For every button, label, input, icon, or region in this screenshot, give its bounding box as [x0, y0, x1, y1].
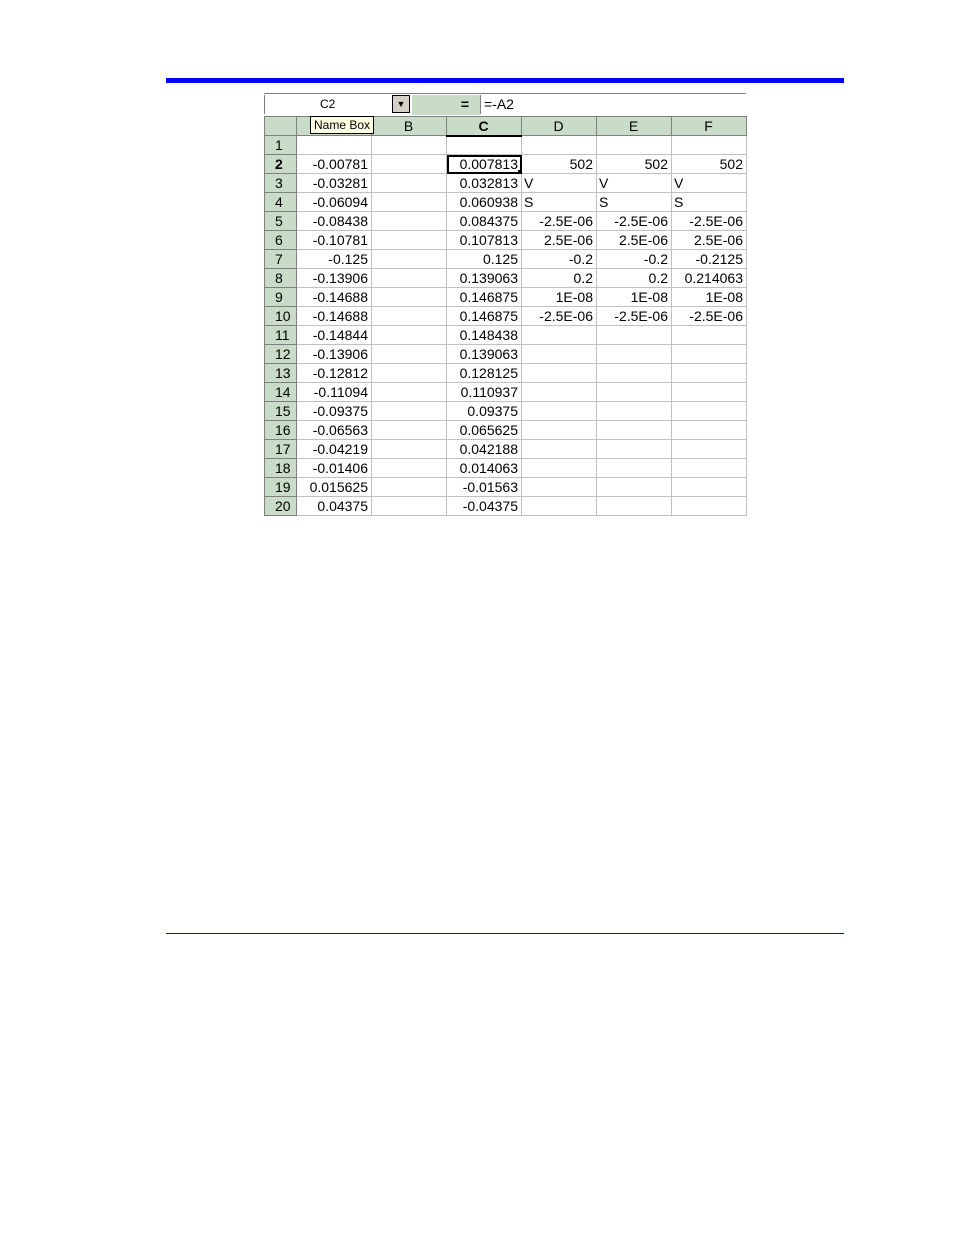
name-box[interactable]: C2: [264, 95, 392, 114]
table-row: [265, 402, 747, 421]
cell-f19[interactable]: [672, 478, 747, 497]
cell-b10[interactable]: [372, 307, 447, 326]
cell-b1[interactable]: [372, 136, 447, 155]
cell-a10[interactable]: -0.14688: [297, 307, 372, 326]
row-header[interactable]: 16: [265, 421, 297, 440]
row-header[interactable]: 10: [265, 307, 297, 326]
cell-e14[interactable]: [597, 383, 672, 402]
cell-a4[interactable]: -0.06094: [297, 193, 372, 212]
cell-a9[interactable]: -0.14688: [297, 288, 372, 307]
cell-b15[interactable]: [372, 402, 447, 421]
table-row: [265, 421, 747, 440]
cell-d8[interactable]: 0.2: [522, 269, 597, 288]
row-header[interactable]: 8: [265, 269, 297, 288]
formula-input[interactable]: =-A2: [480, 95, 746, 114]
cell-b16[interactable]: [372, 421, 447, 440]
cell-d15[interactable]: [522, 402, 597, 421]
table-row: [265, 383, 747, 402]
cell-c6[interactable]: 0.107813: [447, 231, 522, 250]
row-header[interactable]: 5: [265, 212, 297, 231]
cell-e12[interactable]: [597, 345, 672, 364]
cell-b3[interactable]: [372, 174, 447, 193]
cell-d16[interactable]: [522, 421, 597, 440]
cell-b4[interactable]: [372, 193, 447, 212]
cell-c11[interactable]: 0.148438: [447, 326, 522, 345]
cell-grid: [264, 116, 747, 516]
cell-a14[interactable]: -0.11094: [297, 383, 372, 402]
table-row: [265, 326, 747, 345]
cell-e2[interactable]: 502: [597, 155, 672, 174]
cell-d14[interactable]: [522, 383, 597, 402]
cell-f4[interactable]: S: [672, 193, 747, 212]
cell-d5[interactable]: -2.5E-06: [522, 212, 597, 231]
row-header[interactable]: 12: [265, 345, 297, 364]
row-header[interactable]: 3: [265, 174, 297, 193]
cell-d1[interactable]: [522, 136, 597, 155]
cell-a16[interactable]: -0.06563: [297, 421, 372, 440]
cell-c4[interactable]: 0.060938: [447, 193, 522, 212]
cell-f20[interactable]: [672, 497, 747, 516]
cell-a19[interactable]: 0.015625: [297, 478, 372, 497]
cell-c1[interactable]: [447, 136, 522, 155]
cell-c8[interactable]: 0.139063: [447, 269, 522, 288]
dropdown-arrow-icon[interactable]: ▼: [392, 95, 410, 113]
cell-a15[interactable]: -0.09375: [297, 402, 372, 421]
cell-f11[interactable]: [672, 326, 747, 345]
cell-c7[interactable]: 0.125: [447, 250, 522, 269]
cell-d11[interactable]: [522, 326, 597, 345]
cell-a11[interactable]: -0.14844: [297, 326, 372, 345]
cell-a5[interactable]: -0.08438: [297, 212, 372, 231]
cell-b8[interactable]: [372, 269, 447, 288]
cell-c10[interactable]: 0.146875: [447, 307, 522, 326]
cell-d17[interactable]: [522, 440, 597, 459]
cell-d12[interactable]: [522, 345, 597, 364]
table-row: [265, 364, 747, 383]
cell-d2[interactable]: 502: [522, 155, 597, 174]
cell-b11[interactable]: [372, 326, 447, 345]
table-row: [265, 193, 747, 212]
cell-b9[interactable]: [372, 288, 447, 307]
cell-e6[interactable]: 2.5E-06: [597, 231, 672, 250]
cell-e13[interactable]: [597, 364, 672, 383]
table-row: [265, 155, 747, 174]
cell-f3[interactable]: V: [672, 174, 747, 193]
cell-f17[interactable]: [672, 440, 747, 459]
cell-f18[interactable]: [672, 459, 747, 478]
row-header[interactable]: 6: [265, 231, 297, 250]
cell-d20[interactable]: [522, 497, 597, 516]
cell-e15[interactable]: [597, 402, 672, 421]
cell-a13[interactable]: -0.12812: [297, 364, 372, 383]
cell-b18[interactable]: [372, 459, 447, 478]
row-header[interactable]: 14: [265, 383, 297, 402]
table-row: [265, 250, 747, 269]
table-row: [265, 231, 747, 250]
table-row: [265, 440, 747, 459]
cell-e9[interactable]: 1E-08: [597, 288, 672, 307]
cell-e5[interactable]: -2.5E-06: [597, 212, 672, 231]
cell-b12[interactable]: [372, 345, 447, 364]
cell-d19[interactable]: [522, 478, 597, 497]
cell-b13[interactable]: [372, 364, 447, 383]
cell-a17[interactable]: -0.04219: [297, 440, 372, 459]
cell-c12[interactable]: 0.139063: [447, 345, 522, 364]
column-header-d[interactable]: D: [522, 117, 597, 136]
cell-f6[interactable]: 2.5E-06: [672, 231, 747, 250]
table-row: [265, 269, 747, 288]
cell-c14[interactable]: 0.110937: [447, 383, 522, 402]
cell-d7[interactable]: -0.2: [522, 250, 597, 269]
cell-a12[interactable]: -0.13906: [297, 345, 372, 364]
cell-c5[interactable]: 0.084375: [447, 212, 522, 231]
row-header[interactable]: 17: [265, 440, 297, 459]
table-row: [265, 307, 747, 326]
cell-e8[interactable]: 0.2: [597, 269, 672, 288]
cell-d6[interactable]: 2.5E-06: [522, 231, 597, 250]
row-header[interactable]: 2: [265, 155, 297, 174]
table-row: [265, 174, 747, 193]
cell-b7[interactable]: [372, 250, 447, 269]
cell-d4[interactable]: S: [522, 193, 597, 212]
cell-e19[interactable]: [597, 478, 672, 497]
table-row: [265, 459, 747, 478]
table-row: [265, 497, 747, 516]
cell-e1[interactable]: [597, 136, 672, 155]
cell-f15[interactable]: [672, 402, 747, 421]
cell-c13[interactable]: 0.128125: [447, 364, 522, 383]
formula-bar: [264, 93, 746, 132]
cell-d13[interactable]: [522, 364, 597, 383]
selected-cell[interactable]: 0.007813: [447, 155, 522, 174]
cell-c18[interactable]: 0.014063: [447, 459, 522, 478]
cell-f1[interactable]: [672, 136, 747, 155]
cell-b2[interactable]: [372, 155, 447, 174]
cell-f9[interactable]: 1E-08: [672, 288, 747, 307]
cell-b6[interactable]: [372, 231, 447, 250]
table-row: [265, 288, 747, 307]
table-row: [265, 212, 747, 231]
cell-a8[interactable]: -0.13906: [297, 269, 372, 288]
cell-e16[interactable]: [597, 421, 672, 440]
cell-a7[interactable]: -0.125: [297, 250, 372, 269]
select-all-corner[interactable]: [265, 117, 297, 136]
cell-c19[interactable]: -0.01563: [447, 478, 522, 497]
cell-d9[interactable]: 1E-08: [522, 288, 597, 307]
cell-e17[interactable]: [597, 440, 672, 459]
cell-a18[interactable]: -0.01406: [297, 459, 372, 478]
cell-f5[interactable]: -2.5E-06: [672, 212, 747, 231]
cell-e20[interactable]: [597, 497, 672, 516]
cell-f14[interactable]: [672, 383, 747, 402]
row-header[interactable]: 18: [265, 459, 297, 478]
cell-f7[interactable]: -0.2125: [672, 250, 747, 269]
cell-f13[interactable]: [672, 364, 747, 383]
cell-c20[interactable]: -0.04375: [447, 497, 522, 516]
cell-e7[interactable]: -0.2: [597, 250, 672, 269]
table-row: [265, 345, 747, 364]
bottom-rule: [166, 933, 844, 934]
cell-a1[interactable]: [297, 136, 372, 155]
column-header-c[interactable]: C: [447, 117, 522, 136]
cell-e10[interactable]: -2.5E-06: [597, 307, 672, 326]
row-header[interactable]: 13: [265, 364, 297, 383]
table-row: [265, 478, 747, 497]
row-header[interactable]: 9: [265, 288, 297, 307]
cell-b14[interactable]: [372, 383, 447, 402]
column-header-f[interactable]: F: [672, 117, 747, 136]
cell-e3[interactable]: V: [597, 174, 672, 193]
cell-d18[interactable]: [522, 459, 597, 478]
column-header-e[interactable]: E: [597, 117, 672, 136]
row-header[interactable]: 15: [265, 402, 297, 421]
cell-d3[interactable]: V: [522, 174, 597, 193]
cell-f2[interactable]: 502: [672, 155, 747, 174]
cell-f10[interactable]: -2.5E-06: [672, 307, 747, 326]
cell-a2[interactable]: -0.00781: [297, 155, 372, 174]
spreadsheet: [264, 93, 746, 516]
cell-c15[interactable]: 0.09375: [447, 402, 522, 421]
cell-a3[interactable]: -0.03281: [297, 174, 372, 193]
cell-d10[interactable]: -2.5E-06: [522, 307, 597, 326]
cell-c16[interactable]: 0.065625: [447, 421, 522, 440]
cell-f12[interactable]: [672, 345, 747, 364]
cell-c9[interactable]: 0.146875: [447, 288, 522, 307]
cell-b19[interactable]: [372, 478, 447, 497]
top-rule: [166, 78, 844, 83]
cell-f8[interactable]: 0.214063: [672, 269, 747, 288]
cell-a20[interactable]: 0.04375: [297, 497, 372, 516]
row-header[interactable]: 11: [265, 326, 297, 345]
cell-e18[interactable]: [597, 459, 672, 478]
row-header[interactable]: 1: [265, 136, 297, 155]
table-row: [265, 136, 747, 155]
cell-e4[interactable]: S: [597, 193, 672, 212]
row-header[interactable]: 20: [265, 497, 297, 516]
cell-c17[interactable]: 0.042188: [447, 440, 522, 459]
cell-f16[interactable]: [672, 421, 747, 440]
cell-a6[interactable]: -0.10781: [297, 231, 372, 250]
column-header-b[interactable]: B: [372, 117, 447, 136]
cell-e11[interactable]: [597, 326, 672, 345]
cell-b17[interactable]: [372, 440, 447, 459]
row-header[interactable]: 19: [265, 478, 297, 497]
name-box-tooltip: Name Box: [310, 116, 374, 134]
row-header[interactable]: 7: [265, 250, 297, 269]
row-header[interactable]: 4: [265, 193, 297, 212]
cell-b20[interactable]: [372, 497, 447, 516]
cell-b5[interactable]: [372, 212, 447, 231]
cell-c3[interactable]: 0.032813: [447, 174, 522, 193]
edit-formula-button[interactable]: =: [460, 96, 470, 112]
